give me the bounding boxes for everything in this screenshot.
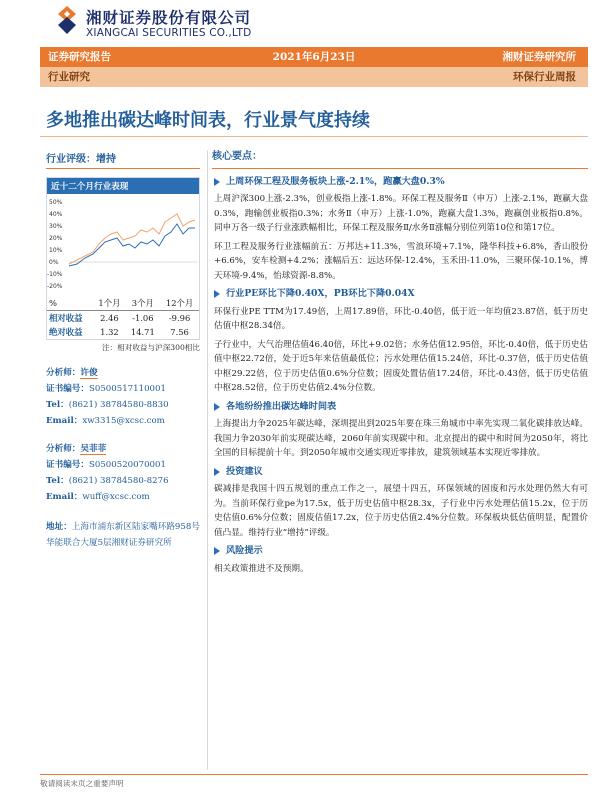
table-cell: 7.56	[170, 327, 189, 337]
research-institute: 湘财证券研究所	[502, 51, 576, 63]
tel-label: Tel：	[46, 476, 69, 486]
page-title: 多地推出碳达峰时间表，行业景气度持续	[46, 110, 370, 131]
email-label: Email：	[46, 492, 83, 502]
section-heading: 各地纷纷推出碳达峰时间表	[212, 400, 588, 415]
paragraph: 上周沪深300上涨-2.3%，创业板指上涨-1.8%。环保工程及服务Ⅱ（申万）上涨-2.1%，跑赢大盘0.3%，跑输创业板指0.3%；水务Ⅱ（申万）上涨-1.0%，跑赢大盘1.3%，跑赢创业板指0.8%。同申万各一级子行业涨跌幅相比，环保工程及服务Ⅱ/水务Ⅱ涨幅分别位列第10位和第17位。	[214, 194, 588, 233]
sidebar	[46, 150, 200, 551]
triangle-bullet-icon	[214, 403, 220, 411]
table-cell: 2.46	[100, 313, 119, 323]
column-header: 3个月	[126, 296, 161, 311]
paragraph: 环保行业PE TTM为17.49倍，上周17.89倍，环比-0.40倍，低于近一年均值23.87倍，低于历史估值中枢28.34倍。	[214, 306, 588, 331]
main-content	[212, 150, 588, 580]
table-cell: -1.06	[132, 313, 154, 323]
performance-table	[47, 296, 199, 339]
table-row	[47, 325, 199, 339]
email-link[interactable]: xw3315@xcsc.com	[82, 416, 165, 426]
report-category: 行业研究	[48, 71, 90, 83]
tel-label: Tel：	[46, 400, 69, 410]
paragraph: 环卫工程及服务行业涨幅前五：万邦达+11.3%，雪浪环境+7.1%，隆华科技+6.8%，香山股份+6.6%，安车检测+4.2%；涨幅后五：远达环保-12.4%，玉禾田-11.0%，三聚环保-10.1%，博天环境-9.4%，怡球资源-8.8%。	[214, 241, 588, 281]
triangle-bullet-icon	[214, 290, 220, 298]
analyst-role-label: 分析师：	[46, 368, 81, 378]
analyst-role-label: 分析师：	[46, 444, 81, 454]
column-header: 12个月	[160, 296, 199, 311]
paragraph: 子行业中，大气治理估值46.40倍，环比+9.02倍；水务估值12.95倍，环比-0.40倍，低于历史估值中枢22.72倍，处于近5年来估值最低位；污水处理估值15.24倍，环比-0.37倍，低于历史估值中枢29.22倍，位于历史估值0.6%分位数；固废处置估值17.24倍，环比-0.43倍，低于历史估值中枢28.52倍，位于历史估值2.4%分位数。	[214, 339, 588, 393]
y-tick: 40%	[49, 211, 63, 218]
section-heading: 上周环保工程及服务板块上涨-2.1%，跑赢大盘0.3%	[212, 175, 588, 190]
section-heading: 行业PE环比下降0.40X，PB环比下降0.04X	[212, 287, 588, 302]
y-tick: -10%	[47, 271, 63, 278]
table-row	[47, 311, 199, 326]
table-header-row	[47, 296, 199, 311]
table-cell: -9.96	[168, 313, 191, 323]
column-divider	[207, 150, 208, 770]
analyst-name: 吴菲菲	[80, 444, 107, 454]
section-heading: 风险提示	[212, 544, 588, 559]
industry-rating: 行业评级：增持	[46, 150, 200, 169]
report-subheader-band	[40, 67, 588, 87]
triangle-bullet-icon	[214, 178, 220, 186]
row-label: 相对收益	[49, 313, 83, 323]
y-tick: 30%	[49, 223, 63, 230]
analyst-name: 许俊	[80, 368, 98, 378]
row-label: 绝对收益	[49, 327, 83, 337]
email-link[interactable]: wuff@xcsc.com	[82, 492, 150, 502]
y-axis-ticks	[47, 199, 63, 290]
company-name-cn: 湘财证券股份有限公司	[86, 9, 252, 27]
title-divider	[40, 136, 588, 137]
column-header: %	[47, 296, 93, 311]
paragraph: 碳减排是我国十四五规划的重点工作之一，展望十四五，环保领域的固废和污水处理仍然大有可为。当前环保行业pe为17.5x，低于历史估值中枢28.3x，子行业中污水处理估值15.2x，位于历史估值0.6%分位数；固废估值17.2x，位于历史估值2.4%分位数。环保板块低估值明显，配置价值凸显。维持行业“增持”评级。	[214, 484, 588, 538]
report-series: 环保行业周报	[513, 71, 576, 83]
column-header: 1个月	[93, 296, 125, 311]
email-label: Email：	[46, 416, 83, 426]
y-tick: 0%	[49, 259, 59, 266]
report-date: 2021年6月23日	[272, 51, 356, 63]
cert-label: 证书编号：	[46, 460, 89, 470]
address-label: 地址：	[46, 522, 72, 532]
footer-divider	[40, 774, 588, 775]
performance-title: 近十二个月行业表现	[47, 178, 199, 194]
tel-number: (8621) 38784580-8276	[68, 476, 169, 486]
analyst-2	[46, 441, 200, 505]
y-tick: 20%	[49, 235, 63, 242]
table-note: 注：相对收益与沪深300相比	[101, 343, 200, 352]
analyst-1	[46, 365, 200, 429]
performance-box	[46, 177, 200, 340]
address	[46, 519, 200, 551]
table-cell: 14.71	[130, 327, 155, 337]
triangle-bullet-icon	[214, 547, 220, 555]
sector-line	[69, 224, 195, 266]
company-name-en: XIANGCAI SECURITIES CO.,LTD	[86, 27, 252, 39]
footer-disclaimer: 敬请阅读末页之重要声明	[40, 779, 124, 788]
cert-label: 证书编号：	[46, 384, 89, 394]
y-tick: 10%	[49, 247, 63, 254]
report-header-band	[40, 47, 588, 67]
paragraph: 上海提出力争2025年碳达峰，深圳提出到2025年要在珠三角城市中率先实现二氧化碳排放达峰。我国力争2030年前实现碳达峰，2060年前实现碳中和。北京提出的碳中和时间为2050年，将比全国的目标提前十年。到2050年城市交通实现近零排放，建筑领域基本实现近零排放。	[214, 419, 588, 458]
paragraph: 相关政策推进不及预期。	[214, 563, 309, 574]
triangle-bullet-icon	[214, 468, 220, 476]
y-tick: -20%	[47, 283, 63, 290]
core-points-heading: 核心要点：	[212, 150, 588, 169]
section-heading: 投资建议	[212, 465, 588, 480]
table-cell: 1.32	[100, 327, 119, 337]
performance-chart	[47, 194, 199, 294]
report-type: 证券研究报告	[48, 51, 111, 63]
cert-number: S0500517110001	[88, 384, 166, 394]
tel-number: (8621) 38784580-8830	[68, 400, 169, 410]
address-text: 上海市浦东新区陆家嘴环路958号华能联合大厦5层湘财证券研究所	[46, 522, 200, 548]
company-logo-icon	[54, 5, 80, 35]
cert-number: S0500520070001	[88, 460, 166, 470]
y-tick: 50%	[49, 199, 63, 206]
